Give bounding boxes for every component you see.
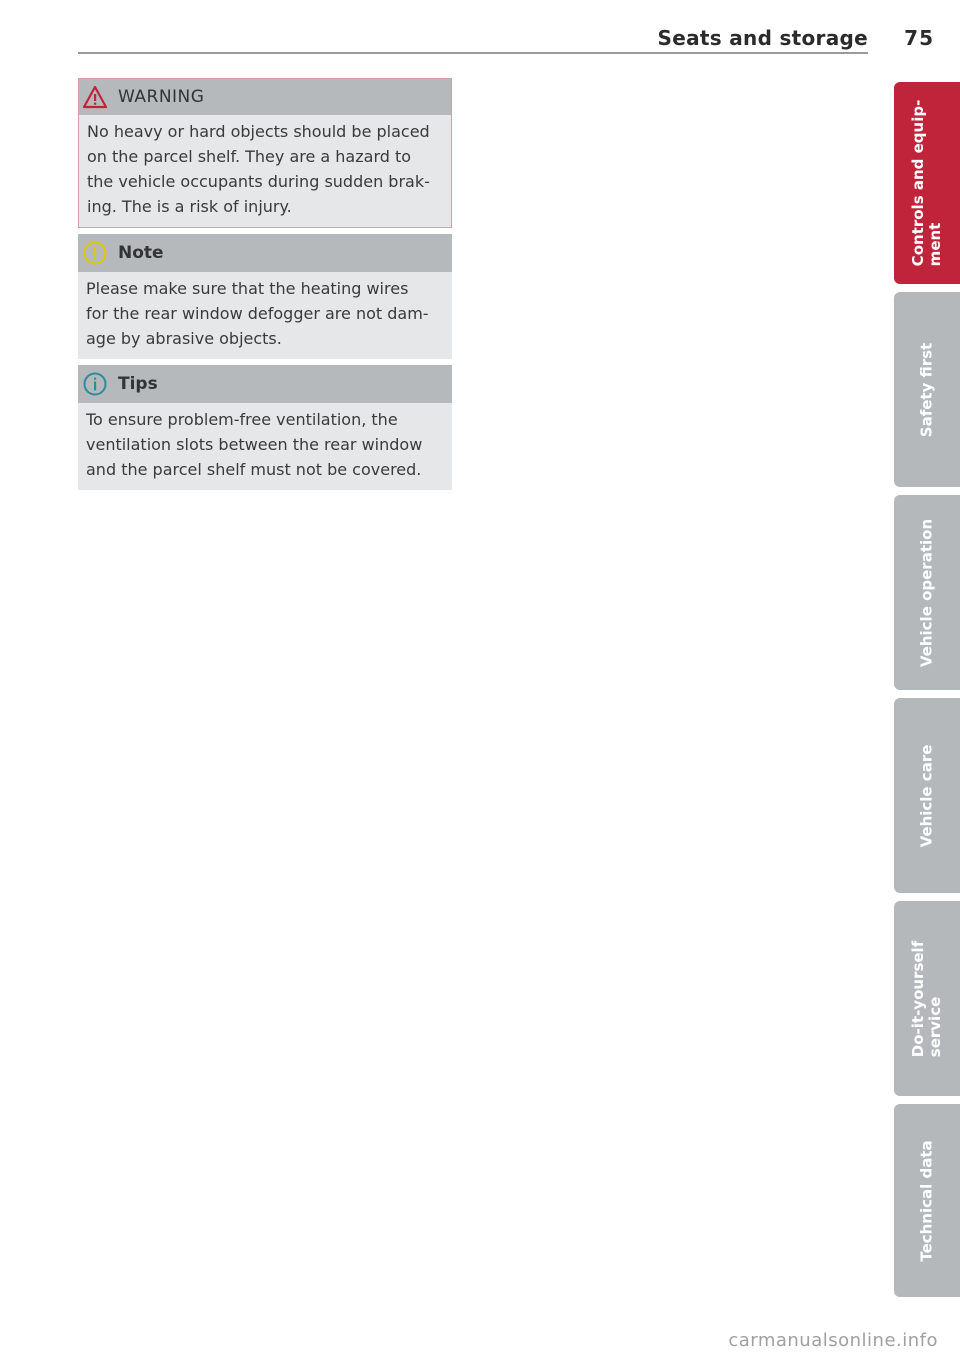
chapter-tab-safety[interactable] <box>894 292 960 487</box>
chapter-tab-label-line: Controls and equip- <box>909 99 927 267</box>
note-line: age by abrasive objects. <box>86 329 282 348</box>
note-title: Note <box>118 243 164 263</box>
chapter-tab-diy[interactable] <box>894 901 960 1096</box>
warning-line: ing. The is a risk of injury. <box>87 197 292 216</box>
note-line: Please make sure that the heating wires <box>86 279 409 298</box>
warning-triangle-icon <box>82 84 108 110</box>
tips-line: and the parcel shelf must not be covered. <box>86 460 422 479</box>
tips-box <box>78 365 452 490</box>
chapter-tab-label: Vehicle operation <box>917 518 936 667</box>
warning-title: WARNING <box>118 87 205 107</box>
chapter-tab-label-line: ment <box>926 222 944 267</box>
note-line: for the rear window defogger are not dam- <box>86 304 429 323</box>
warning-box <box>78 78 452 228</box>
chapter-tab-label: Technical data <box>917 1139 936 1262</box>
chapter-tab-label <box>910 940 944 1056</box>
chapter-tab-operation[interactable] <box>894 495 960 690</box>
warning-line: No heavy or hard objects should be placed <box>87 122 430 141</box>
page-number: 75 <box>904 26 934 50</box>
exclamation-circle-icon <box>82 240 108 266</box>
chapter-tab-care[interactable] <box>894 698 960 893</box>
chapter-tab-label: Safety first <box>917 342 936 437</box>
note-box <box>78 234 452 359</box>
chapter-tab-label-line: Do-it-yourself <box>909 940 927 1057</box>
section-title: Seats and storage <box>657 26 868 50</box>
tips-line: To ensure problem-free ventilation, the <box>86 410 398 429</box>
chapter-tab-technical[interactable] <box>894 1104 960 1297</box>
warning-line: the vehicle occupants during sudden brak- <box>87 172 430 191</box>
tips-title: Tips <box>118 374 158 394</box>
chapter-tab-controls[interactable] <box>894 82 960 284</box>
note-header <box>78 234 452 272</box>
watermark: carmanualsonline.info <box>728 1330 938 1351</box>
header-divider <box>78 52 868 54</box>
chapter-tab-label: Vehicle care <box>917 744 936 847</box>
info-circle-icon <box>82 371 108 397</box>
warning-line: on the parcel shelf. They are a hazard to <box>87 147 412 166</box>
warning-body <box>79 115 451 227</box>
warning-header <box>79 79 451 115</box>
note-body <box>78 272 452 359</box>
tips-line: ventilation slots between the rear window <box>86 435 423 454</box>
chapter-tab-label-line: service <box>926 996 944 1057</box>
tips-body <box>78 403 452 490</box>
tips-header <box>78 365 452 403</box>
chapter-tab-label <box>910 100 944 267</box>
